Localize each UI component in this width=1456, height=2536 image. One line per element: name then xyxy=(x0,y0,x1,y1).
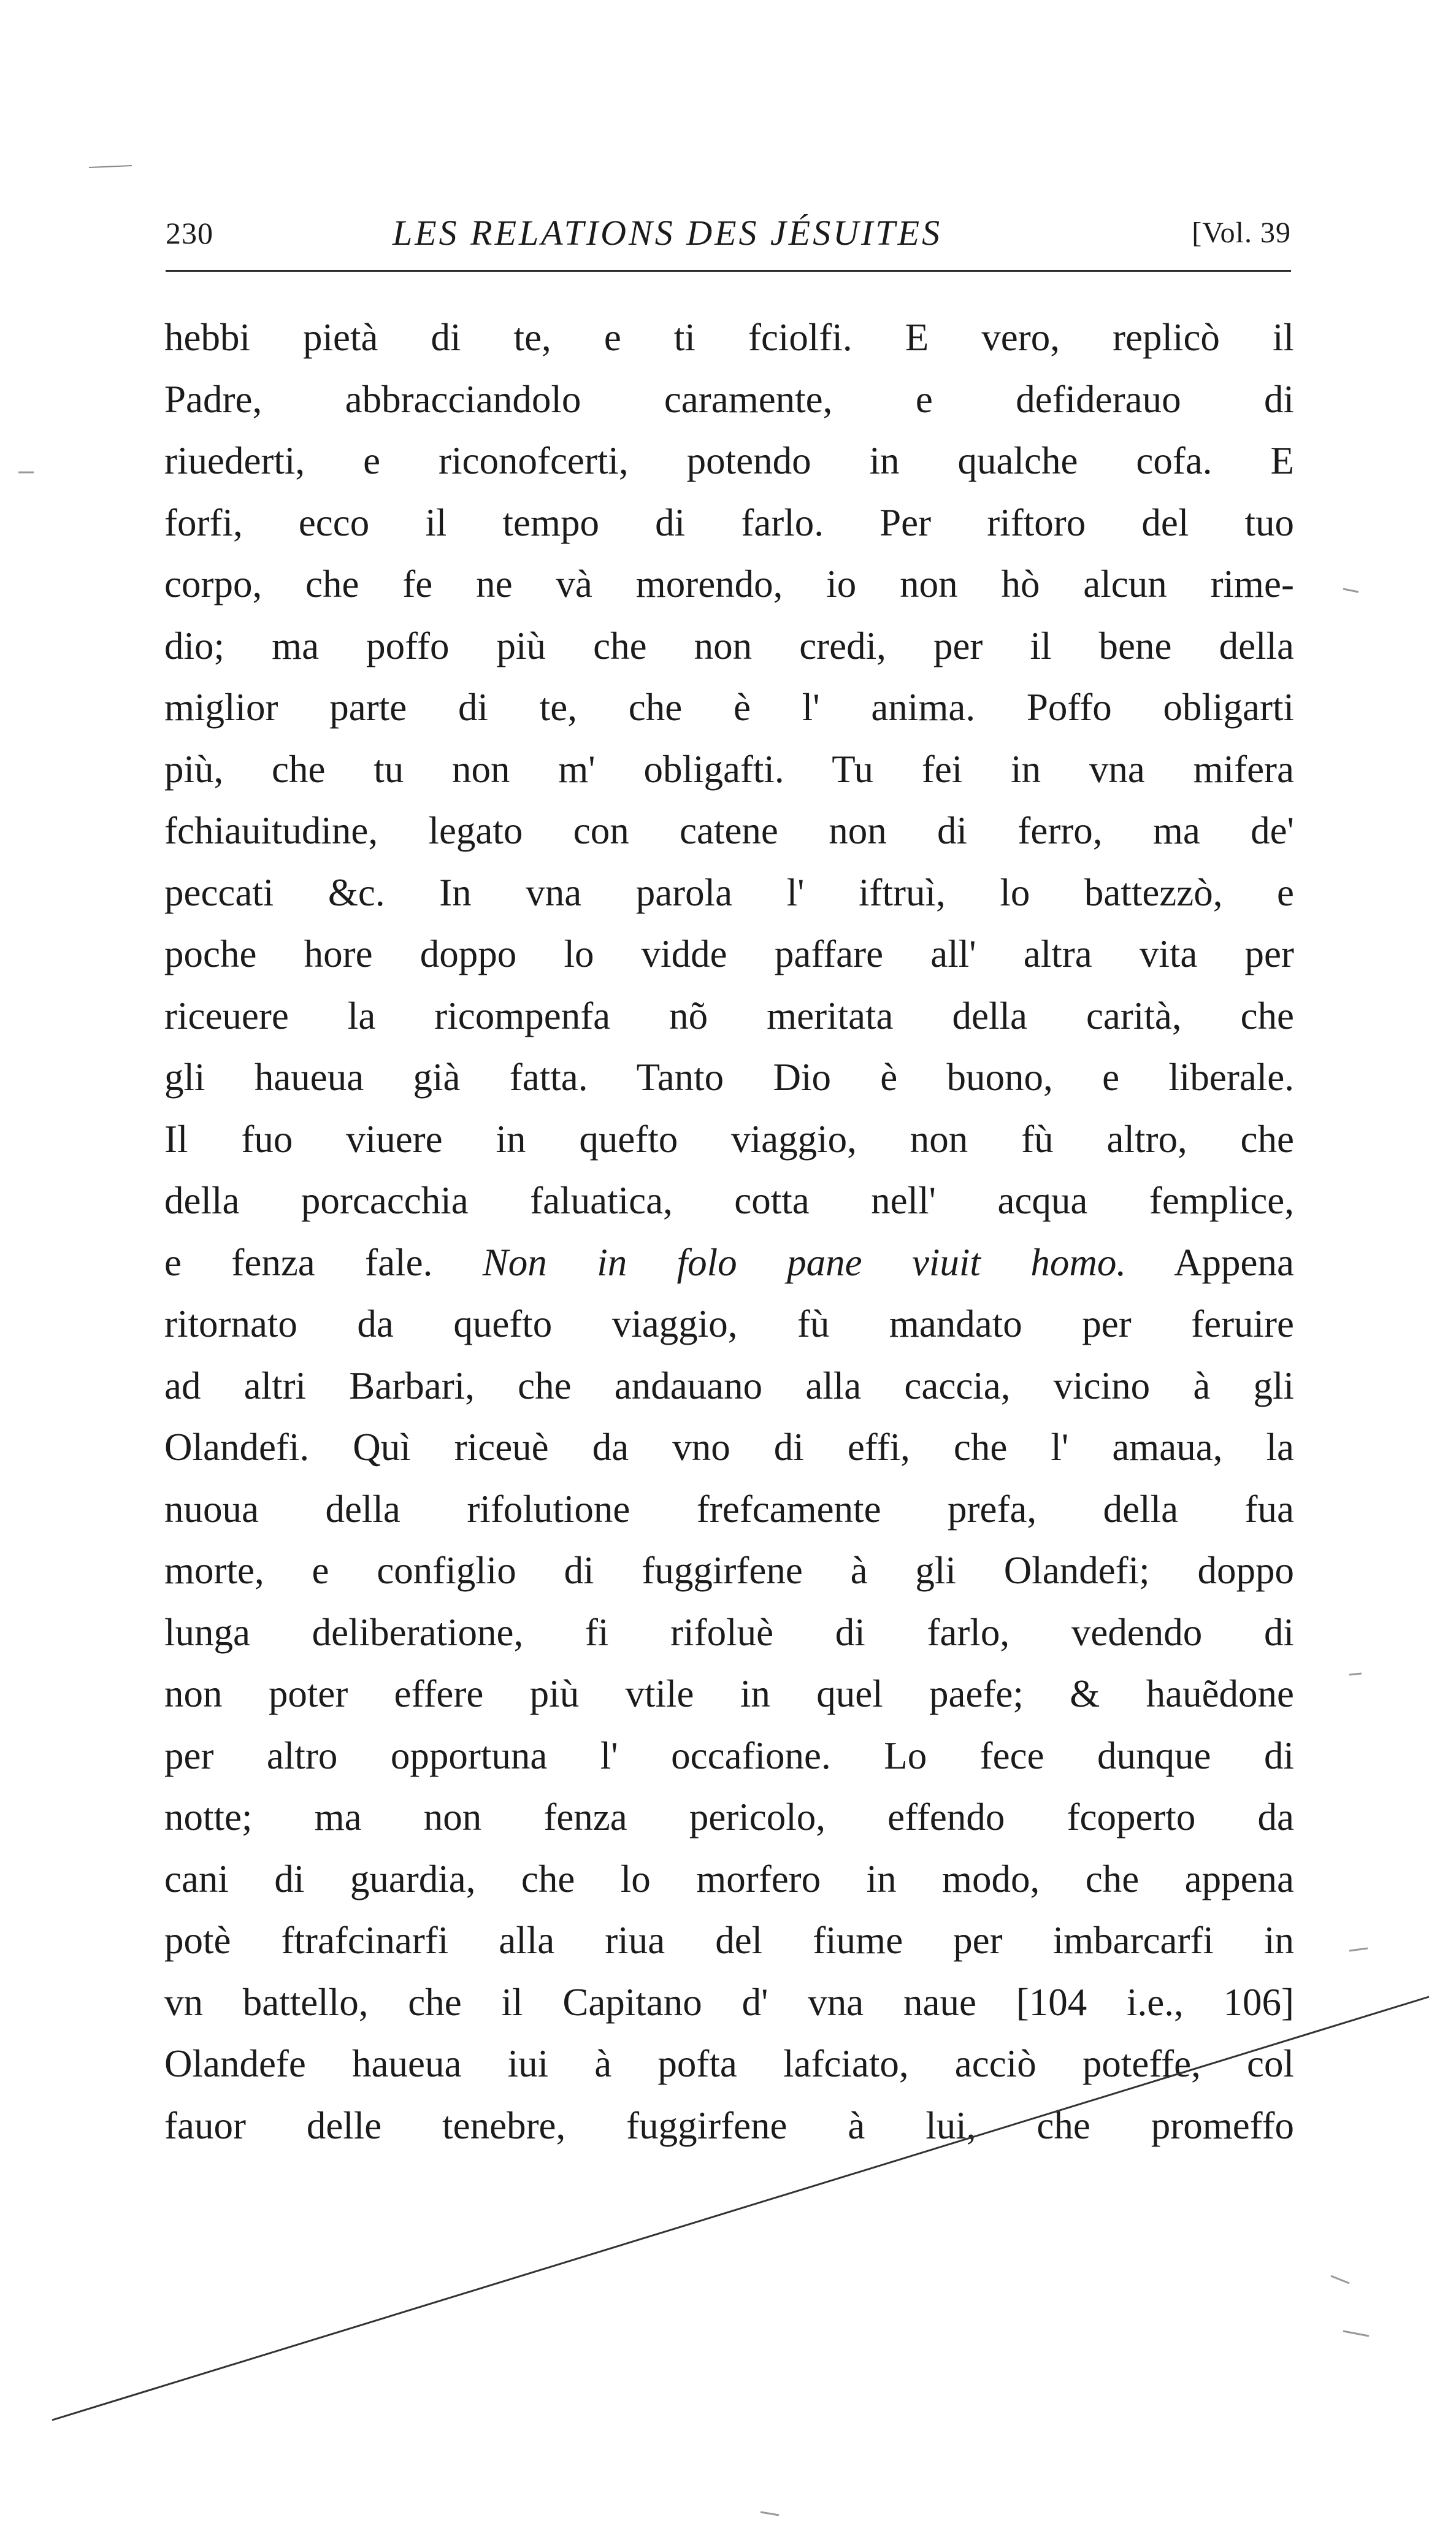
text-line: corpo, che fe ne và morendo, io non hò alcun rime- xyxy=(164,563,1294,605)
text-line: Padre, abbracciandolo caramente, e defiderauo di xyxy=(164,377,1294,421)
scan-speck xyxy=(1349,1948,1368,1951)
text-line: Olandefe haueua iui à pofta lafciato, acciò poteffe, col xyxy=(164,2042,1294,2085)
text-line: hebbi pietà di te, e ti fciolfi. E vero, replicò il xyxy=(164,316,1294,359)
text-line: forfi, ecco il tempo di farlo. Per riftoro del tuo xyxy=(164,501,1294,544)
text-line: Il fuo viuere in quefto viaggio, non fù altro, che xyxy=(164,1117,1294,1161)
text-line: per altro opportuna l' occafione. Lo fece dunque di xyxy=(164,1734,1294,1777)
scan-speck xyxy=(1343,2331,1369,2336)
text-line: poche hore doppo lo vidde paffare all' altra vita per xyxy=(164,932,1294,975)
text-line: non poter effere più vtile in quel paefe; & hauẽdone xyxy=(164,1672,1294,1715)
text-line: peccati &c. In vna parola l' iftruì, lo battezzò, e xyxy=(164,870,1294,914)
scan-speck xyxy=(1343,589,1358,592)
text-line: miglior parte di te, che è l' anima. Poffo obligarti xyxy=(164,686,1294,729)
text-line: ad altri Barbari, che andauano alla caccia, vicino à gli xyxy=(164,1364,1294,1407)
volume-label: [Vol. 39 xyxy=(1192,217,1291,249)
text-line: notte; ma non fenza pericolo, effendo fcoperto da xyxy=(164,1796,1294,1839)
text-line: potè ftrafcinarfi alla riua del fiume per imbarcarfi in xyxy=(164,1919,1294,1962)
text-line: Olandefi. Quì riceuè da vno di effi, che l' amaua, la xyxy=(164,1426,1294,1469)
text-line: morte, e configlio di fuggirfene à gli Olandefi; doppo xyxy=(164,1549,1294,1592)
scan-speck xyxy=(89,166,132,167)
text-span: Appena xyxy=(1126,1240,1294,1284)
text-line: cani di guardia, che lo morfero in modo, che appena xyxy=(164,1857,1294,1900)
text-line: gli haueua già fatta. Tanto Dio è buono, e liberale. xyxy=(164,1056,1294,1099)
text-span: e fenza fale. xyxy=(164,1240,483,1284)
text-line: più, che tu non m' obligafti. Tu fei in vna mifera xyxy=(164,747,1294,791)
text-line: riuederti, e riconofcerti, potendo in qualche cofa. E xyxy=(164,439,1294,482)
latin-quotation: Non in folo pane viuit homo. xyxy=(482,1240,1127,1284)
text-line: dio; ma poffo più che non credi, per il bene della xyxy=(164,624,1294,667)
scan-speck xyxy=(1349,1673,1362,1675)
scan-speck xyxy=(1331,2276,1349,2283)
scratch-line xyxy=(52,1997,1429,2420)
text-line: riceuere la ricompenfa nõ meritata della carità, che xyxy=(164,994,1294,1037)
page-number: 230 xyxy=(166,216,213,250)
text-line: fchiauitudine, legato con catene non di ferro, ma de' xyxy=(164,809,1294,852)
text-line: vn battello, che il Capitano d' vna naue [104 i.e., 106] xyxy=(164,1980,1294,2024)
text-line: fauor delle tenebre, fuggirfene à lui, che promeffo xyxy=(164,2104,1294,2147)
scan-speck xyxy=(761,2512,779,2515)
text-line: ritornato da quefto viaggio, fù mandato per feruire xyxy=(164,1302,1294,1345)
text-line: nuoua della rifolutione frefcamente prefa, della fua xyxy=(164,1487,1294,1531)
text-line: lunga deliberatione, fi rifoluè di farlo, vedendo di xyxy=(164,1610,1294,1654)
text-line: della porcacchia faluatica, cotta nell' acqua femplice, xyxy=(164,1179,1294,1222)
running-title: LES RELATIONS DES JÉSUITES xyxy=(393,213,943,253)
